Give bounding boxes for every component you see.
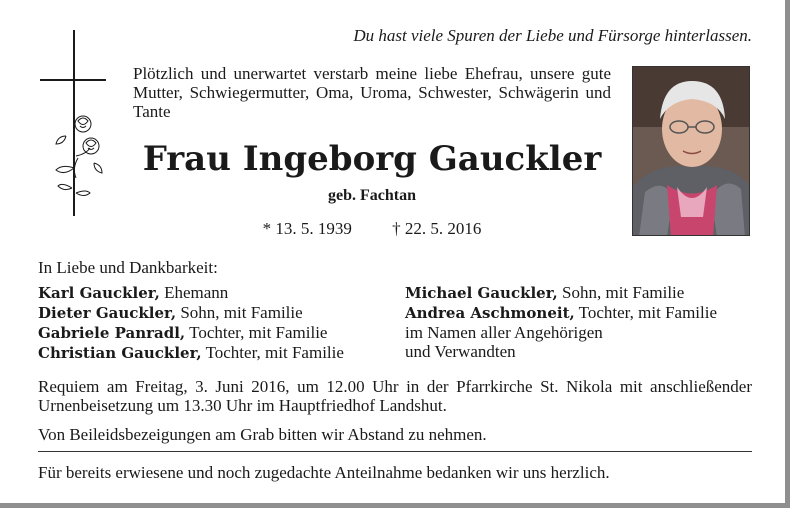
mourner-entry bbox=[405, 342, 755, 361]
frame-shadow-right bbox=[785, 0, 790, 508]
mourner-entry bbox=[38, 283, 398, 303]
mourner-relation: Tochter, mit Familie bbox=[205, 343, 344, 362]
requiem-info: Requiem am Freitag, 3. Juni 2016, um 12.00 Uhr in der Pfarrkirche St. Nikola mit anschließender Urnenbeisetzung um 13.30 Uhr im Hauptfriedhof Landshut. bbox=[38, 377, 752, 415]
mourner-relation: Tochter, mit Familie bbox=[578, 303, 718, 322]
gratitude-heading: In Liebe und Dankbarkeit: bbox=[38, 258, 218, 277]
mourner-relation: Sohn, mit Familie bbox=[180, 303, 303, 322]
mourner-name: Gabriele Panradl, bbox=[38, 324, 186, 342]
mourner-entry bbox=[38, 303, 398, 323]
mourner-name: Christian Gauckler, bbox=[38, 344, 202, 362]
mourner-entry bbox=[38, 323, 398, 343]
mourners-left-column bbox=[38, 283, 398, 363]
divider bbox=[38, 451, 752, 452]
life-dates bbox=[133, 219, 611, 239]
mourner-name: Karl Gauckler, bbox=[38, 284, 160, 302]
mourner-relation: Tochter, mit Familie bbox=[189, 323, 328, 342]
birth-date: * 13. 5. 1939 bbox=[262, 219, 352, 238]
birth-name: geb. Fachtan bbox=[328, 187, 416, 204]
motto: Du hast viele Spuren der Liebe und Fürsorge hinterlassen. bbox=[353, 26, 752, 45]
mourner-entry bbox=[405, 283, 755, 303]
portrait-illustration bbox=[633, 67, 750, 236]
mourner-relation: Sohn, mit Familie bbox=[562, 283, 685, 302]
mourner-name: Michael Gauckler, bbox=[405, 284, 558, 302]
mourner-entry bbox=[405, 303, 755, 323]
deceased-name: Frau Ingeborg Gauckler bbox=[142, 139, 602, 179]
cross-with-rose-icon bbox=[36, 28, 112, 218]
portrait-photo bbox=[632, 66, 750, 236]
condolence-request: Von Beileidsbezeigungen am Grab bitten wir Abstand zu nehmen. bbox=[38, 425, 487, 444]
mourner-relation: und Verwandten bbox=[405, 342, 516, 361]
thanks-text: Für bereits erwiesene und noch zugedachte Anteilnahme bedanken wir uns herzlich. bbox=[38, 463, 610, 482]
frame-shadow-bottom bbox=[0, 503, 790, 508]
mourner-relation: Ehemann bbox=[164, 283, 229, 302]
mourner-name: Dieter Gauckler, bbox=[38, 304, 177, 322]
mourner-entry bbox=[38, 343, 398, 363]
mourner-entry bbox=[405, 323, 755, 342]
intro-text: Plötzlich und unerwartet verstarb meine liebe Ehefrau, unsere gute Mutter, Schwiegermutter, Oma, Uroma, Schwester, Schwägerin und Tante bbox=[133, 64, 611, 121]
mourner-relation: im Namen aller Angehörigen bbox=[405, 323, 603, 342]
death-date: † 22. 5. 2016 bbox=[392, 219, 482, 238]
mourners-right-column bbox=[405, 283, 755, 361]
mourner-name: Andrea Aschmoneit, bbox=[405, 304, 575, 322]
